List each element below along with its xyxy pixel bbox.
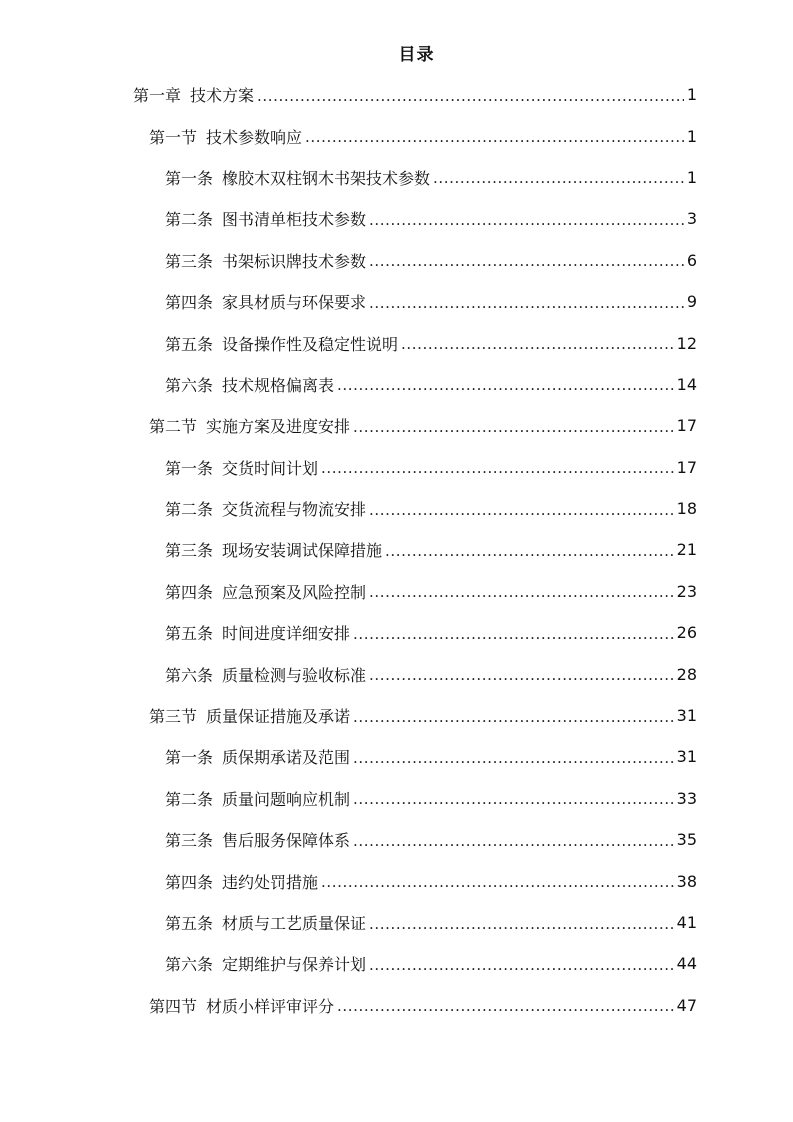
toc-entry-page: 38 xyxy=(676,871,697,891)
toc-entry-number: 第二条 xyxy=(165,500,214,520)
toc-entry-page: 6 xyxy=(686,250,697,270)
toc-entry-number: 第四节 xyxy=(149,996,198,1016)
toc-entry[interactable] xyxy=(0,447,793,488)
toc-entry-label: 质量保证措施及承诺 xyxy=(206,707,351,727)
toc-entry-page: 12 xyxy=(676,333,697,353)
toc-entry-page: 3 xyxy=(686,209,697,229)
toc-entry-page: 18 xyxy=(676,499,697,519)
toc-entry-page: 21 xyxy=(676,540,697,560)
toc-entry-label: 实施方案及进度安排 xyxy=(206,417,351,437)
dot-leader xyxy=(353,790,674,808)
dot-leader xyxy=(321,873,674,891)
toc-entry-page: 41 xyxy=(676,913,697,932)
toc-entry-page: 28 xyxy=(676,664,697,684)
toc-entry-label: 定期维护与保养计划 xyxy=(222,955,367,975)
table-of-contents xyxy=(0,74,793,1026)
toc-entry-label: 材质与工艺质量保证 xyxy=(222,914,367,933)
toc-entry-label: 应急预案及风险控制 xyxy=(222,582,367,602)
toc-entry[interactable] xyxy=(0,985,793,1026)
dot-leader xyxy=(337,997,674,1015)
toc-entry-number: 第五条 xyxy=(165,914,214,933)
toc-title: 目录 xyxy=(398,45,435,65)
toc-entry-page: 47 xyxy=(676,995,697,1015)
dot-leader xyxy=(369,583,674,601)
dot-leader xyxy=(353,832,674,850)
toc-entry[interactable] xyxy=(0,653,793,694)
dot-leader xyxy=(353,749,674,767)
toc-entry-label: 交货时间计划 xyxy=(222,458,319,478)
toc-entry-page: 31 xyxy=(676,747,697,767)
toc-entry-page: 1 xyxy=(686,85,697,105)
toc-entry-page: 23 xyxy=(676,581,697,601)
toc-entry-number: 第一条 xyxy=(165,748,214,768)
toc-entry[interactable] xyxy=(0,819,793,860)
toc-entry-page: 26 xyxy=(676,623,697,643)
dot-leader xyxy=(369,211,684,229)
dot-leader xyxy=(353,418,674,436)
toc-entry-number: 第六条 xyxy=(165,375,214,395)
toc-entry[interactable] xyxy=(0,74,793,115)
dot-leader xyxy=(433,169,684,187)
dot-leader xyxy=(321,459,674,477)
dot-leader xyxy=(337,376,674,394)
toc-entry-page: 44 xyxy=(676,954,697,974)
toc-entry-number: 第四条 xyxy=(165,293,214,313)
toc-entry-number: 第一条 xyxy=(165,458,214,478)
toc-entry-label: 售后服务保障体系 xyxy=(222,831,351,851)
toc-entry-number: 第五条 xyxy=(165,624,214,644)
toc-entry-label: 技术规格偏离表 xyxy=(222,375,335,395)
toc-entry-number: 第六条 xyxy=(165,665,214,685)
toc-entry[interactable] xyxy=(0,612,793,653)
toc-entry-label: 图书清单柜技术参数 xyxy=(222,210,367,230)
dot-leader xyxy=(353,708,674,726)
toc-entry[interactable] xyxy=(0,736,793,777)
toc-entry-number: 第二条 xyxy=(165,789,214,809)
toc-entry-page: 31 xyxy=(676,706,697,726)
toc-entry-page: 14 xyxy=(676,374,697,394)
toc-entry-page: 17 xyxy=(676,416,697,436)
toc-entry-number: 第三条 xyxy=(165,251,214,271)
dot-leader xyxy=(385,542,674,560)
toc-entry[interactable] xyxy=(0,240,793,281)
toc-entry-number: 第六条 xyxy=(165,955,214,975)
dot-leader xyxy=(257,87,684,105)
toc-entry[interactable] xyxy=(0,405,793,446)
toc-entry-label: 违约处罚措施 xyxy=(222,872,319,892)
toc-entry-number: 第三节 xyxy=(149,707,198,727)
toc-entry-page: 33 xyxy=(676,788,697,808)
toc-entry-number: 第二条 xyxy=(165,210,214,230)
toc-entry[interactable] xyxy=(0,322,793,363)
toc-entry-page: 35 xyxy=(676,830,697,850)
dot-leader xyxy=(369,956,674,974)
toc-entry[interactable] xyxy=(0,198,793,239)
toc-entry-number: 第二节 xyxy=(149,417,198,437)
toc-entry[interactable] xyxy=(0,115,793,156)
toc-entry[interactable] xyxy=(0,778,793,819)
toc-entry-label: 交货流程与物流安排 xyxy=(222,500,367,520)
toc-entry-label: 材质小样评审评分 xyxy=(206,996,335,1016)
toc-entry-label: 现场安装调试保障措施 xyxy=(222,541,383,561)
toc-entry-number: 第三条 xyxy=(165,831,214,851)
toc-entry[interactable] xyxy=(0,488,793,529)
toc-entry[interactable] xyxy=(0,695,793,736)
toc-entry-page: 1 xyxy=(686,167,697,187)
toc-entry-label: 设备操作性及稳定性说明 xyxy=(222,334,399,354)
toc-entry-page: 1 xyxy=(686,126,697,146)
toc-entry[interactable] xyxy=(0,529,793,570)
toc-entry-label: 质量问题响应机制 xyxy=(222,789,351,809)
toc-entry-label: 橡胶木双柱钢木书架技术参数 xyxy=(222,168,431,188)
toc-entry-number: 第一条 xyxy=(165,168,214,188)
dot-leader xyxy=(369,915,674,933)
toc-entry-label: 质量检测与验收标准 xyxy=(222,665,367,685)
dot-leader xyxy=(369,666,674,684)
dot-leader xyxy=(369,501,674,519)
dot-leader xyxy=(369,252,684,270)
toc-entry[interactable] xyxy=(0,571,793,612)
toc-entry-number: 第四条 xyxy=(165,872,214,892)
toc-entry-label: 家具材质与环保要求 xyxy=(222,293,367,313)
toc-entry[interactable] xyxy=(0,860,793,901)
dot-leader xyxy=(369,294,684,312)
toc-entry-label: 时间进度详细安排 xyxy=(222,624,351,644)
toc-entry[interactable] xyxy=(0,157,793,198)
toc-entry-number: 第五条 xyxy=(165,334,214,354)
toc-entry[interactable] xyxy=(0,364,793,405)
toc-entry-label: 技术参数响应 xyxy=(206,127,303,147)
toc-entry-number: 第一节 xyxy=(149,127,198,147)
toc-entry-page: 9 xyxy=(686,292,697,312)
toc-entry-label: 技术方案 xyxy=(190,86,255,106)
toc-entry-label: 质保期承诺及范围 xyxy=(222,748,351,768)
dot-leader xyxy=(401,335,674,353)
dot-leader xyxy=(353,625,674,643)
toc-entry[interactable] xyxy=(0,902,793,943)
toc-entry[interactable] xyxy=(0,281,793,322)
dot-leader xyxy=(305,128,684,146)
toc-entry-number: 第三条 xyxy=(165,541,214,561)
toc-entry-number: 第四条 xyxy=(165,582,214,602)
toc-entry[interactable] xyxy=(0,943,793,984)
toc-entry-number: 第一章 xyxy=(133,86,182,106)
toc-entry-label: 书架标识牌技术参数 xyxy=(222,251,367,271)
toc-entry-page: 17 xyxy=(676,457,697,477)
